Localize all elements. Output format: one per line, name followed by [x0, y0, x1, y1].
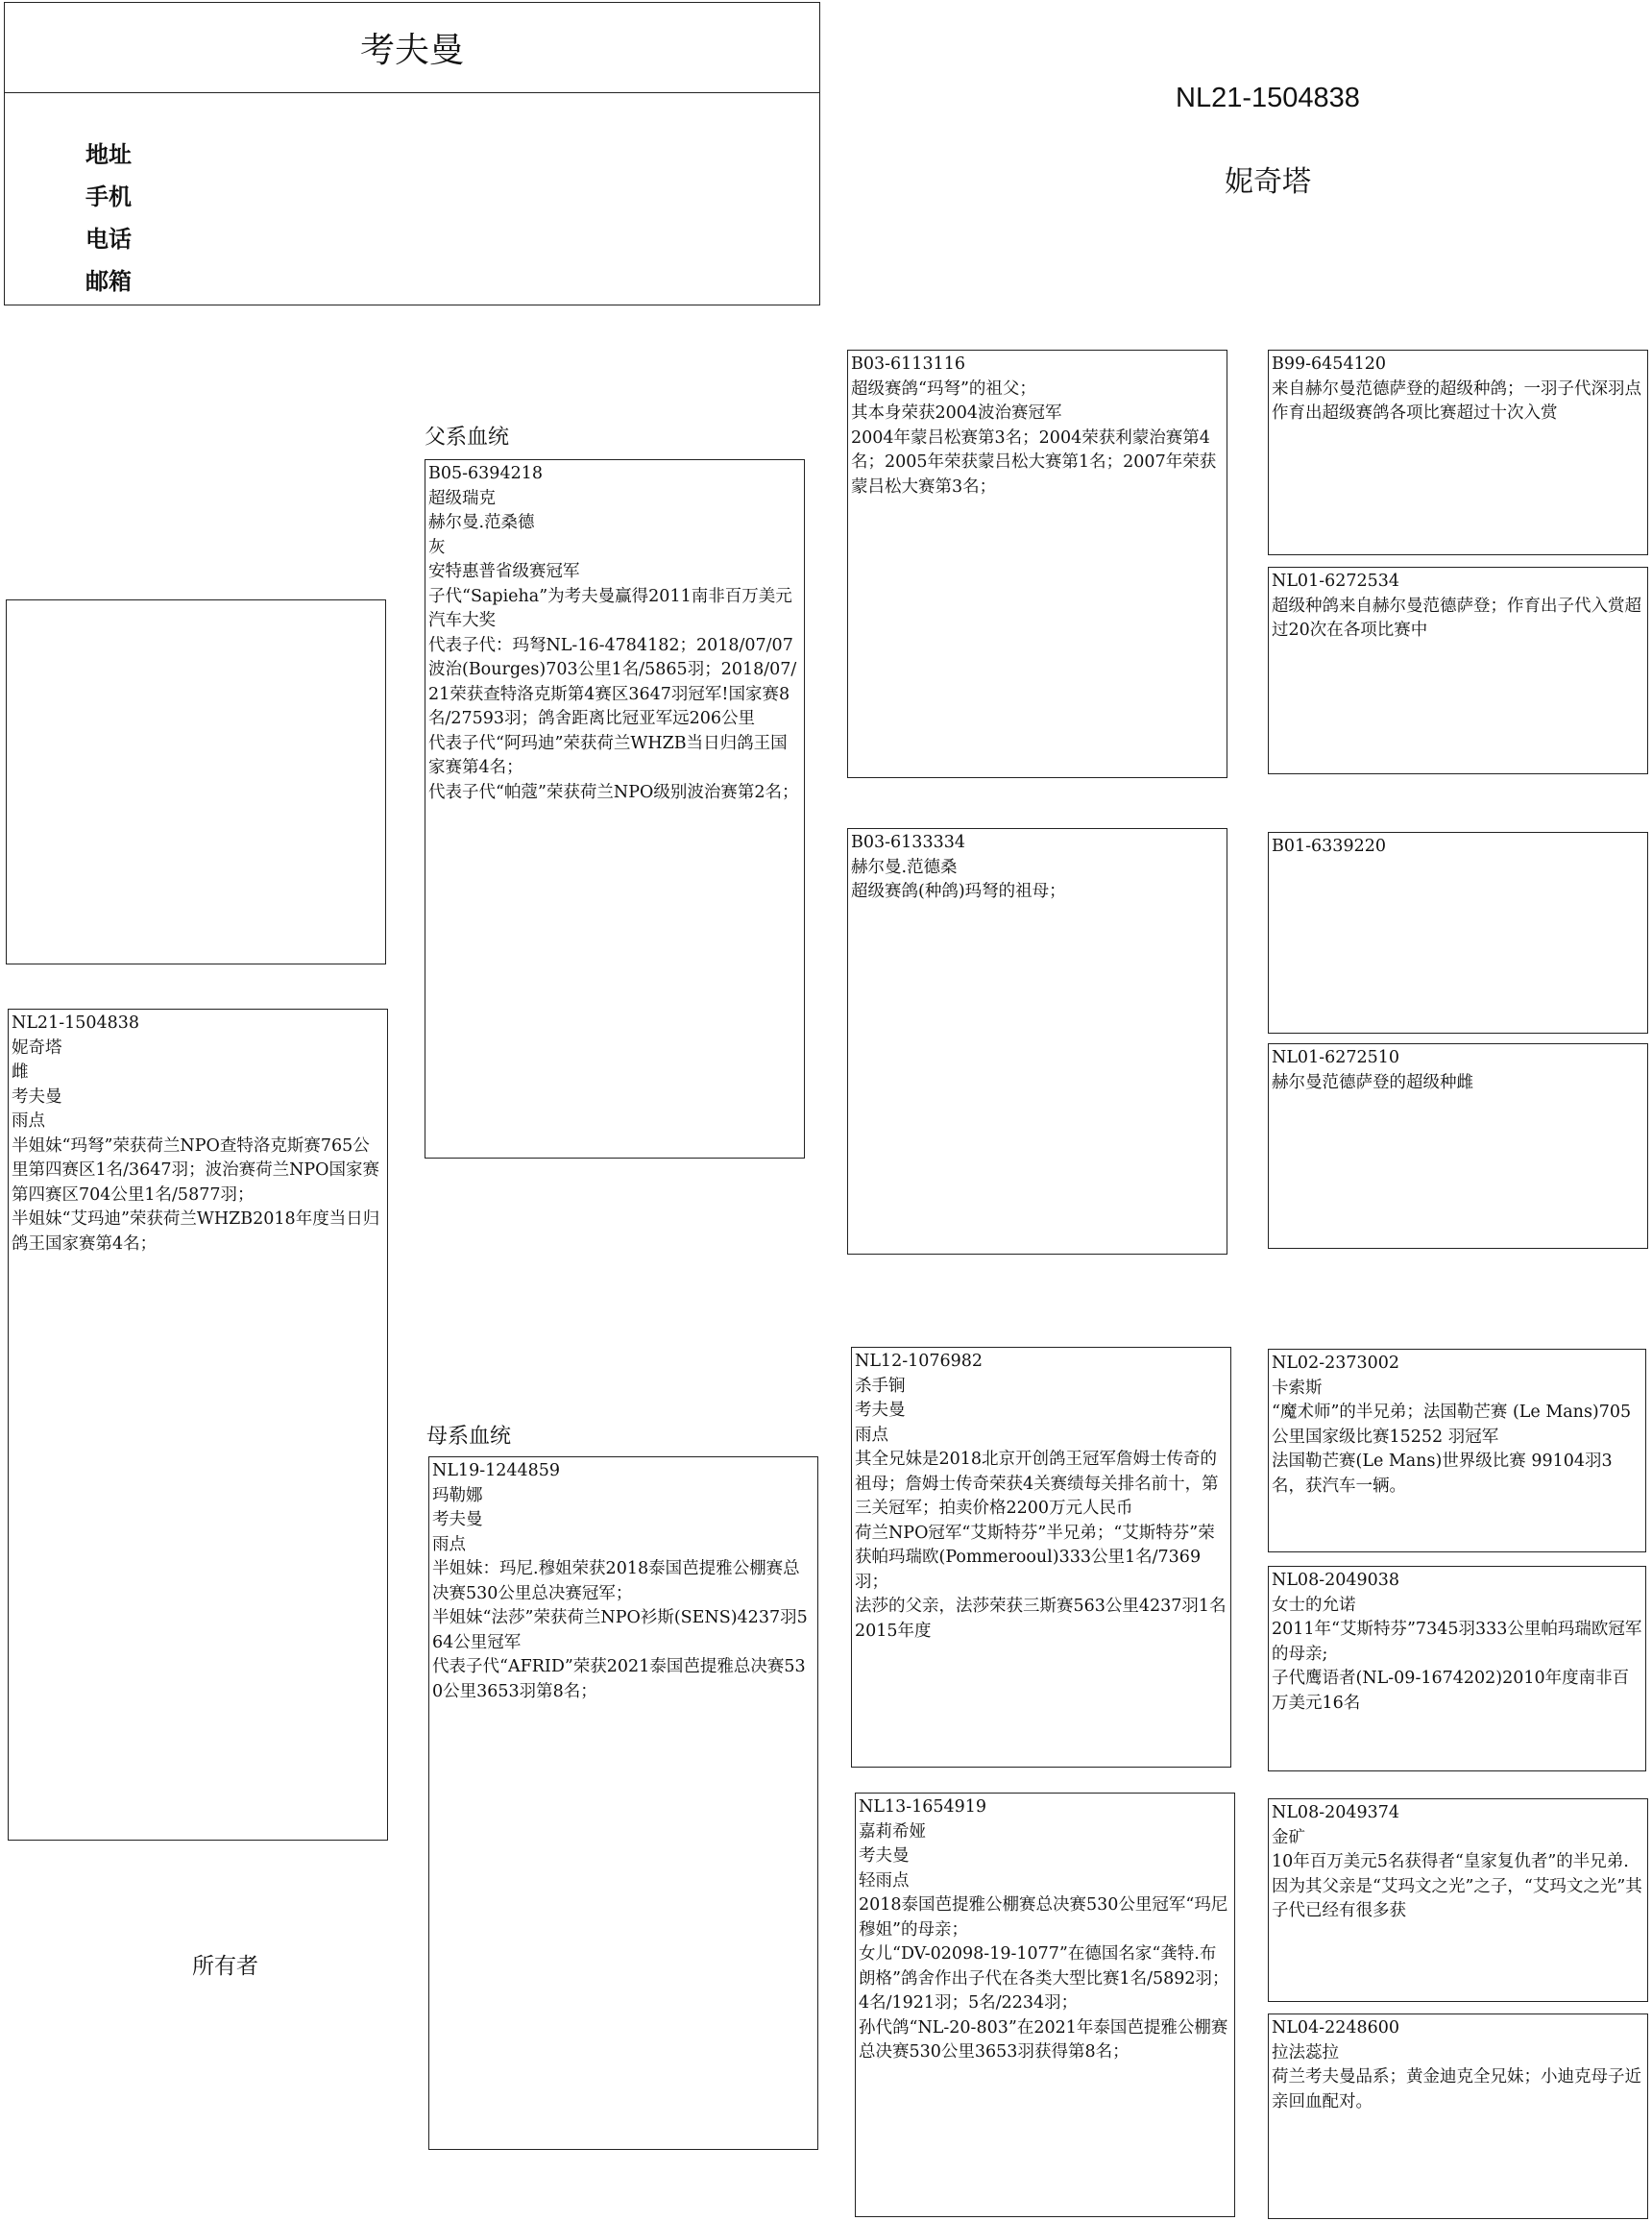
sire-dam-card: [847, 828, 1227, 1255]
ring-number: B01-6339220: [1272, 837, 1386, 856]
pedigree-text-line: 卡索斯: [1272, 1378, 1323, 1398]
pedigree-text-line: 2018泰国芭提雅公棚赛总决赛530公里冠军“玛尼穆姐”的母亲；: [859, 1895, 1228, 1940]
ring-number: NL04-2248600: [1272, 2018, 1400, 2038]
pedigree-text-line: 玛勒娜: [432, 1485, 483, 1505]
pedigree-text-line: 半姐妹：玛尼.穆姐荣获2018泰国芭提雅公棚赛总决赛530公里总决赛冠军；: [432, 1559, 800, 1603]
owner-name: 考夫曼: [5, 3, 819, 93]
pedigree-text-line: 代表子代“阿玛迪”荣获荷兰WHZB当日归鸽王国家赛第4名；: [428, 733, 788, 777]
ring-number: B05-6394218: [428, 464, 543, 483]
owner-header-box: [4, 2, 820, 305]
address-label: 地址: [85, 141, 132, 168]
pedigree-text-line: 超级瑞克: [428, 488, 496, 508]
ring-number: NL19-1244859: [432, 1461, 561, 1480]
pedigree-text-line: 考夫曼: [12, 1086, 62, 1107]
ring-number: NL13-1654919: [859, 1797, 987, 1817]
ring-number: NL08-2049038: [1272, 1571, 1400, 1590]
contact-info: [85, 134, 132, 303]
pedigree-text-line: 轻雨点: [859, 1870, 910, 1891]
pedigree-text-line: 荷兰NPO冠军“艾斯特芬”半兄弟；“艾斯特芬”荣获帕玛瑞欧(Pommerooul)333公里1名/7369羽；: [855, 1523, 1215, 1592]
pedigree-text-line: 10年百万美元5名获得者“皇家复仇者”的半兄弟.: [1272, 1852, 1629, 1871]
pedigree-text-line: 嘉莉希娅: [859, 1821, 926, 1842]
pedigree-text-line: 超级赛鸽(种鸽)玛弩的祖母；: [851, 882, 1066, 901]
sire-sire-card: [847, 350, 1227, 778]
ring-number: NL12-1076982: [855, 1352, 984, 1371]
pedigree-text-line: “魔术师”的半兄弟；法国勒芒赛 (Le Mans)705公里国家级比赛15252 羽冠军: [1272, 1403, 1632, 1447]
sire-sire-sire-card: [1268, 350, 1648, 555]
pedigree-text-line: 半姐妹“法莎”荣获荷兰NPO衫斯(SENS)4237羽564公里冠军: [432, 1608, 808, 1652]
pedigree-text-line: 灰: [428, 537, 446, 557]
pedigree-text-line: 赫尔曼范德萨登的超级种雌: [1272, 1072, 1473, 1092]
pedigree-text-line: 其全兄妹是2018北京开创鸽王冠军詹姆士传奇的祖母；詹姆士传奇荣获4关赛绩每关排名前十，第三关冠军；拍卖价格2200万元人民币: [855, 1450, 1219, 1518]
pedigree-text-line: 考夫曼: [859, 1846, 910, 1866]
pedigree-text-line: 妮奇塔: [12, 1037, 62, 1058]
pedigree-text-line: 孙代鸽“NL-20-803”在2021年泰国芭提雅公棚赛总决赛530公里3653羽获得第8名；: [859, 2017, 1228, 2062]
sire-card: [425, 459, 805, 1159]
pedigree-text-line: 雨点: [12, 1111, 45, 1131]
dam-dam-sire-card: [1268, 1798, 1648, 2002]
mobile-label: 手机: [85, 183, 132, 210]
pedigree-text-line: 代表子代“帕蔻”荣获荷兰NPO级别波治赛第2名；: [428, 782, 799, 802]
dam-dam-dam-card: [1268, 2014, 1648, 2219]
pedigree-text-line: 荷兰考夫曼品系；黄金迪克全兄妹；小迪克母子近亲回血配对。: [1272, 2067, 1641, 2111]
ring-number: NL01-6272510: [1272, 1048, 1400, 1067]
pedigree-text-line: 女儿“DV-02098-19-1077”在德国名家“龚特.布朗格”鸽舍作出子代在各类大型比赛1名/5892羽；4名/1921羽；5名/2234羽；: [859, 1944, 1229, 2013]
email-label: 邮箱: [85, 268, 132, 295]
pedigree-text-line: 2004年蒙吕松赛第3名；2004荣获利蒙治赛第4名；2005年荣获蒙吕松大赛第1名；2007年荣获蒙吕松大赛第3名；: [851, 427, 1217, 497]
pedigree-text-line: 赫尔曼.范德桑: [851, 857, 958, 877]
pedigree-text-line: 女士的允诺: [1272, 1595, 1356, 1615]
pedigree-text-line: 安特惠普省级赛冠军: [428, 562, 580, 581]
pedigree-text-line: 超级赛鸽“玛弩”的祖父；: [851, 378, 1036, 399]
pedigree-text-line: 半姐妹“艾玛迪”荣获荷兰WHZB2018年度当日归鸽王国家赛第4名；: [12, 1209, 380, 1254]
ring-number: NL02-2373002: [1272, 1354, 1400, 1373]
ring-number: NL21-1504838: [12, 1013, 140, 1033]
pedigree-text-line: 因为其父亲是“艾玛文之光”之子，“艾玛文之光”其子代已经有很多获: [1272, 1876, 1642, 1920]
pedigree-text-line: 子代“Sapieha”为考夫曼赢得2011南非百万美元汽车大奖: [428, 586, 792, 630]
pedigree-text-line: 超级种鸽来自赫尔曼范德萨登；作育出子代入赏超过20次在各项比赛中: [1272, 596, 1641, 640]
photo-frame: [6, 599, 386, 964]
pedigree-text-line: 雨点: [432, 1534, 466, 1554]
pedigree-text-line: 来自赫尔曼范德萨登的超级种鸽；一羽子代深羽点作育出超级赛鸽各项比赛超过十次入赏: [1272, 378, 1641, 423]
pedigree-text-line: 考夫曼: [432, 1510, 483, 1529]
ring-number: NL08-2049374: [1272, 1803, 1400, 1822]
dam-sire-card: [851, 1347, 1231, 1768]
pedigree-text-line: 法莎的父亲，法莎荣获三斯赛563公里4237羽1名2015年度: [855, 1597, 1227, 1641]
dam-sire-sire-card: [1268, 1349, 1646, 1552]
pedigree-text-line: 赫尔曼.范桑德: [428, 513, 535, 532]
pedigree-text-line: 拉法蕊拉: [1272, 2042, 1339, 2062]
pedigree-text-line: 半姐妹“玛弩”荣获荷兰NPO查特洛克斯赛765公里第四赛区1名/3647羽；波治赛荷兰NPO国家赛第四赛区704公里1名/5877羽；: [12, 1135, 379, 1205]
dam-line-label: 母系血统: [426, 1425, 512, 1449]
pedigree-text-line: 代表子代：玛弩NL-16-4784182；2018/07/07波治(Bourges)703公里1名/5865羽；2018/07/21荣获查特洛克斯第4赛区3647羽冠军!国家赛8名/27593羽；鸽舍距离比冠亚军远206公里: [428, 635, 797, 728]
subject-pigeon-card: [8, 1009, 388, 1841]
dam-card: [428, 1456, 818, 2150]
sire-dam-sire-card: [1268, 832, 1648, 1034]
owner-label: 所有者: [192, 1954, 258, 1979]
ring-number: NL01-6272534: [1272, 572, 1400, 591]
pedigree-text-line: 2011年“艾斯特芬”7345羽333公里帕玛瑞欧冠军的母亲;: [1272, 1620, 1642, 1664]
ring-number: B03-6113116: [851, 354, 965, 374]
pedigree-text-line: 雌: [12, 1062, 29, 1082]
pedigree-text-line: 其本身荣获2004波治赛冠军: [851, 403, 1062, 423]
pedigree-text-line: 金矿: [1272, 1827, 1305, 1847]
sire-dam-dam-card: [1268, 1043, 1648, 1249]
dam-sire-dam-card: [1268, 1566, 1646, 1771]
sire-line-label: 父系血统: [425, 426, 510, 450]
dam-dam-card: [855, 1793, 1235, 2217]
pigeon-ring-number: NL21-1504838: [1176, 83, 1360, 113]
ring-number: B99-6454120: [1272, 354, 1386, 374]
pedigree-text-line: 雨点: [855, 1425, 888, 1445]
pedigree-text-line: 子代鹰语者(NL-09-1674202)2010年度南非百万美元16名: [1272, 1669, 1630, 1713]
phone-label: 电话: [85, 226, 132, 253]
pedigree-text-line: 法国勒芒赛(Le Mans)世界级比赛 99104羽3名，获汽车一辆。: [1272, 1452, 1613, 1496]
sire-sire-dam-card: [1268, 567, 1648, 774]
ring-number: B03-6133334: [851, 833, 965, 852]
pedigree-text-line: 杀手锏: [855, 1376, 906, 1396]
pigeon-name: 妮奇塔: [1225, 165, 1311, 199]
pedigree-text-line: 代表子代“AFRID”荣获2021泰国芭提雅总决赛530公里3653羽第8名；: [432, 1657, 806, 1701]
pedigree-text-line: 考夫曼: [855, 1401, 906, 1420]
